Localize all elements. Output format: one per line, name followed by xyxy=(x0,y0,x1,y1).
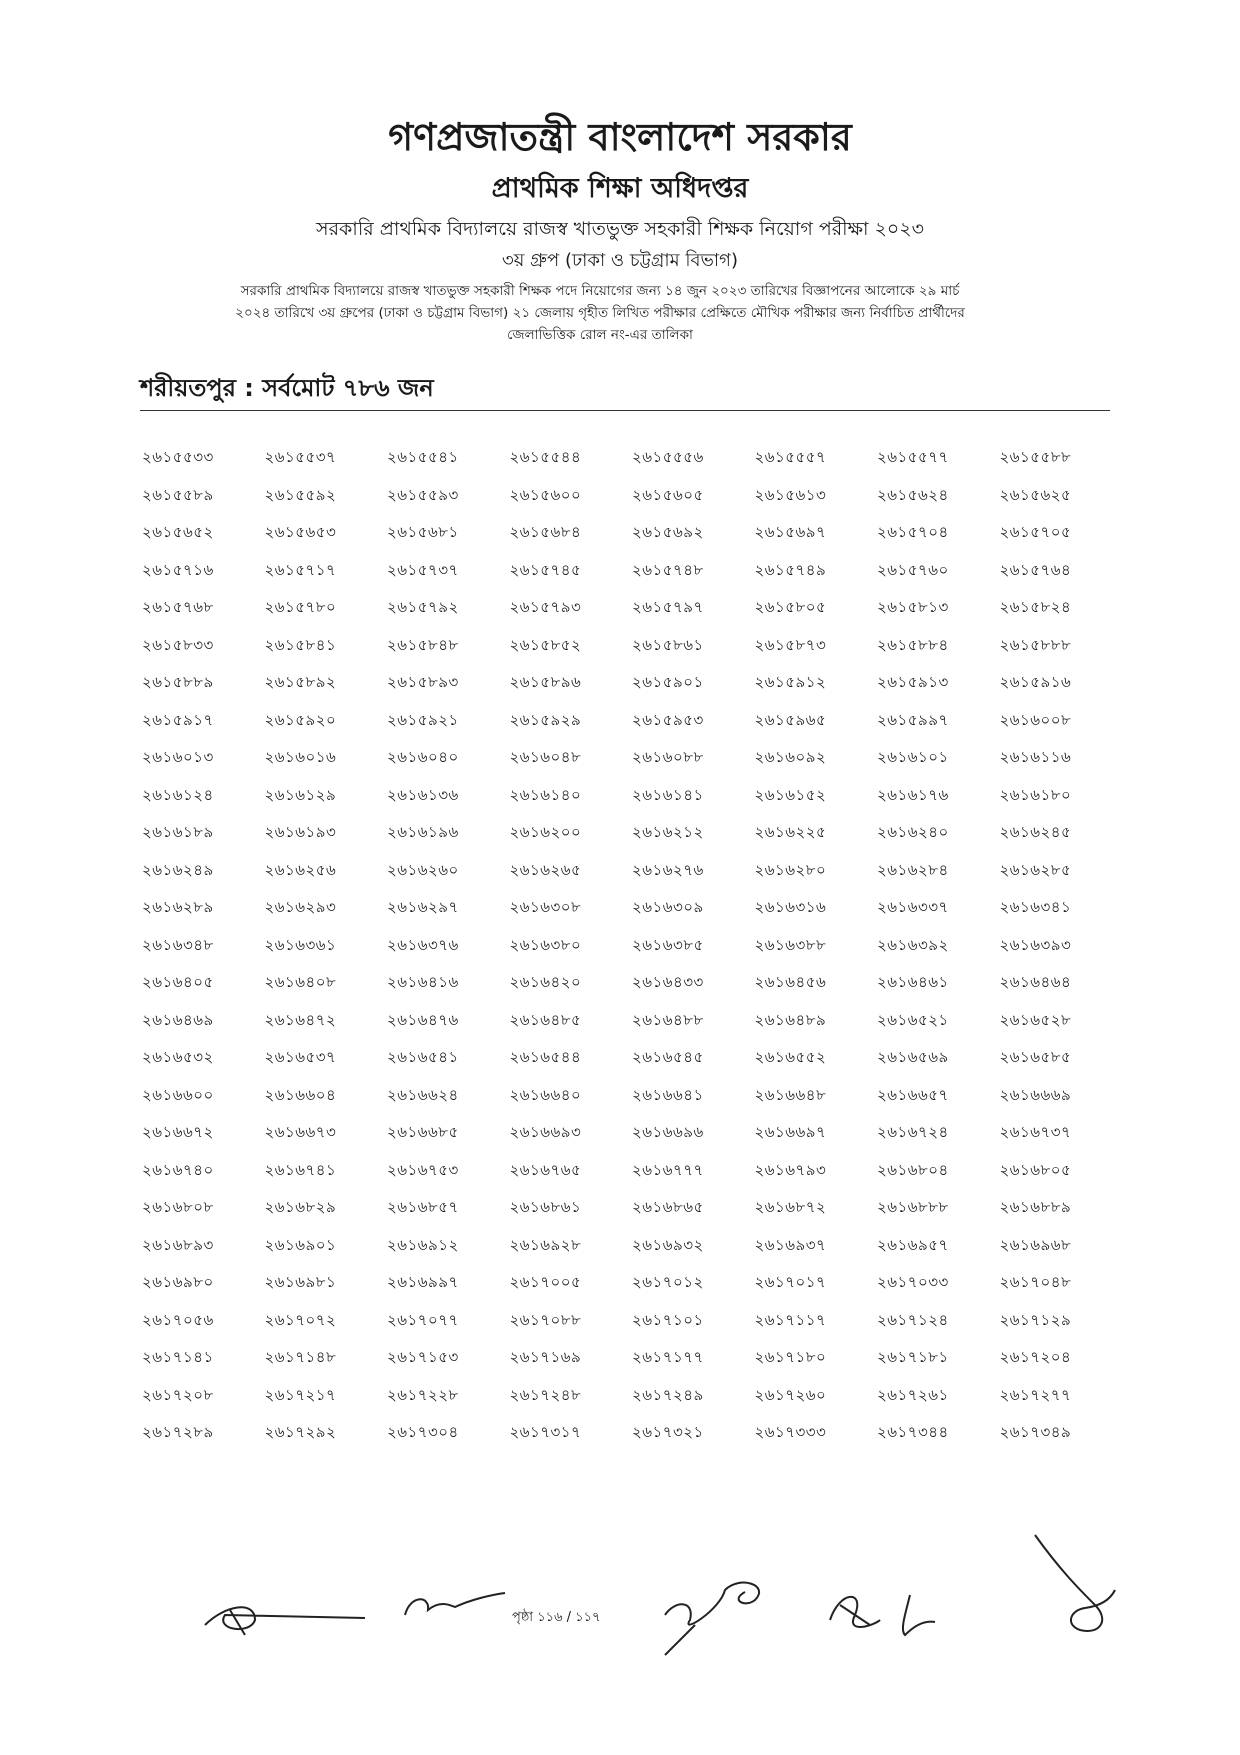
roll-number: ২৬১৬৮০৪ xyxy=(877,1160,949,1179)
table-row xyxy=(142,478,1122,516)
table-row xyxy=(142,703,1122,741)
roll-number: ২৬১৫৬১৩ xyxy=(754,485,827,504)
roll-number: ২৬১৫৮৩৩ xyxy=(142,635,214,654)
roll-number: ২৬১৬৭৩৭ xyxy=(999,1123,1072,1142)
roll-number: ২৬১৬৫৫২ xyxy=(754,1048,827,1067)
roll-number: ২৬১৭২০৮ xyxy=(142,1385,214,1404)
roll-number: ২৬১৬৪৮৮ xyxy=(632,1010,704,1029)
roll-number: ২৬১৬৬৬৯ xyxy=(999,1085,1072,1104)
roll-number: ২৬১৫৫৩৭ xyxy=(264,448,337,467)
roll-number: ২৬১৬৫৮৫ xyxy=(999,1048,1072,1067)
roll-number: ২৬১৬৩০৯ xyxy=(632,898,704,917)
roll-number: ২৬১৫৯০১ xyxy=(632,673,704,692)
roll-number: ২৬১৫৮৮৮ xyxy=(999,635,1072,654)
roll-number: ২৬১৬৫৩২ xyxy=(142,1048,214,1067)
roll-number: ২৬১৫৬২৫ xyxy=(999,485,1072,504)
roll-number: ২৬১৭০৫৬ xyxy=(142,1310,214,1329)
roll-number: ২৬১৬৫৬৯ xyxy=(877,1048,949,1067)
roll-number: ২৬১৬৪০৮ xyxy=(264,973,337,992)
roll-number: ২৬১৬০০৮ xyxy=(999,710,1072,729)
table-row xyxy=(142,553,1122,591)
table-row xyxy=(142,1003,1122,1041)
roll-number: ২৬১৬৪৭২ xyxy=(264,1010,337,1029)
notice-line: জেলাভিত্তিক রোল নং-এর তালিকা xyxy=(507,327,693,343)
roll-number: ২৬১৫৮৪৮ xyxy=(387,635,459,654)
table-row xyxy=(142,590,1122,628)
roll-number: ২৬১৭১২৪ xyxy=(877,1310,949,1329)
roll-number: ২৬১৬৪৮৯ xyxy=(754,1010,827,1029)
roll-number: ২৬১৭২১৭ xyxy=(264,1385,337,1404)
roll-number: ২৬১৬৮২৯ xyxy=(264,1198,337,1217)
table-row xyxy=(142,815,1122,853)
roll-number: ২৬১৬১৯৬ xyxy=(387,823,459,842)
roll-number: ২৬১৬৬৯৬ xyxy=(632,1123,704,1142)
notice-line: সরকারি প্রাথমিক বিদ্যালয়ে রাজস্ব খাতভুক্ত সহকারী শিক্ষক পদে নিয়োগের জন্য ১৪ জুন ২০২৩ তারিখের বিজ্ঞাপনের আলোকে ২৯ মার্চ xyxy=(240,283,960,299)
roll-number: ২৬১৭১৭৭ xyxy=(632,1348,704,1367)
roll-number: ২৬১৭১৮১ xyxy=(877,1348,949,1367)
roll-number: ২৬১৬৬৯৩ xyxy=(509,1123,582,1142)
roll-number: ২৬১৭৩৩৩ xyxy=(754,1423,827,1442)
roll-number: ২৬১৫৫৯৩ xyxy=(387,485,459,504)
signature-4 xyxy=(820,1580,940,1644)
roll-number: ২৬১৬৮৬১ xyxy=(509,1198,582,1217)
roll-number: ২৬১৬২৪৯ xyxy=(142,860,214,879)
table-row xyxy=(142,1078,1122,1116)
roll-number: ২৬১৫৯১৭ xyxy=(142,710,214,729)
roll-number: ২৬১৫৮৮৪ xyxy=(877,635,949,654)
roll-number: ২৬১৫৭৩৭ xyxy=(387,560,459,579)
table-row xyxy=(142,440,1122,478)
roll-number: ২৬১৬১৯৩ xyxy=(264,823,337,842)
signature-1 xyxy=(195,1590,375,1644)
roll-number: ২৬১৭২০৪ xyxy=(999,1348,1072,1367)
roll-number: ২৬১৫৮৪১ xyxy=(264,635,337,654)
roll-number: ২৬১৬৪১৬ xyxy=(387,973,459,992)
roll-number: ২৬১৬৩৩৭ xyxy=(877,898,949,917)
roll-number: ২৬১৭১৬৯ xyxy=(509,1348,582,1367)
roll-number: ২৬১৬৯৯৭ xyxy=(387,1273,459,1292)
roll-number: ২৬১৭২২৮ xyxy=(387,1385,459,1404)
roll-number: ২৬১৫৭০৪ xyxy=(877,523,949,542)
page-number: পৃষ্ঠা ১১৬ / ১১৭ xyxy=(512,1610,601,1625)
roll-number: ২৬১৬৬২৪ xyxy=(387,1085,459,1104)
roll-number: ২৬১৭৩৪৯ xyxy=(999,1423,1072,1442)
roll-number: ২৬১৫৭৬৮ xyxy=(142,598,214,617)
roll-number: ২৬১৬২৫৬ xyxy=(264,860,337,879)
roll-number: ২৬১৬৩৪৮ xyxy=(142,935,214,954)
roll-number: ২৬১৭২৬১ xyxy=(877,1385,949,1404)
roll-number: ২৬১৬৩৯৩ xyxy=(999,935,1072,954)
roll-number: ২৬১৬৬০০ xyxy=(142,1085,214,1104)
roll-number: ২৬১৬১৮৯ xyxy=(142,823,214,842)
roll-number: ২৬১৬৩৯২ xyxy=(877,935,949,954)
roll-number: ২৬১৬১৫২ xyxy=(754,785,827,804)
roll-number: ২৬১৬৬৪০ xyxy=(509,1085,582,1104)
roll-number: ২৬১৬৬৭২ xyxy=(142,1123,214,1142)
roll-number: ২৬১৬৯৬৮ xyxy=(999,1235,1072,1254)
roll-number: ২৬১৬৮৯৩ xyxy=(142,1235,214,1254)
roll-number: ২৬১৫৫৭৭ xyxy=(877,448,949,467)
roll-number: ২৬১৬২৬৫ xyxy=(509,860,582,879)
roll-number: ২৬১৬৯০১ xyxy=(264,1235,337,1254)
roll-number: ২৬১৫৯২১ xyxy=(387,710,459,729)
roll-number: ২৬১৬৪২০ xyxy=(509,973,582,992)
roll-number: ২৬১৭৩৪৪ xyxy=(877,1423,949,1442)
roll-number: ২৬১৬৬৭৩ xyxy=(264,1123,337,1142)
roll-number: ২৬১৫৭৮০ xyxy=(264,598,337,617)
roll-number: ২৬১৫৫৩৩ xyxy=(142,448,214,467)
table-row xyxy=(142,965,1122,1003)
roll-number: ২৬১৬৬৪১ xyxy=(632,1085,704,1104)
roll-number: ২৬১৭৩১৭ xyxy=(509,1423,582,1442)
table-row xyxy=(142,665,1122,703)
roll-number: ২৬১৬৬০৪ xyxy=(264,1085,337,1104)
roll-number: ২৬১৬৪৭৬ xyxy=(387,1010,459,1029)
roll-number: ২৬১৫৫৮৮ xyxy=(999,448,1072,467)
exam-title: সরকারি প্রাথমিক বিদ্যালয়ে রাজস্ব খাতভুক্ত সহকারী শিক্ষক নিয়োগ পরীক্ষা ২০২৩ xyxy=(316,218,924,240)
roll-number: ২৬১৬০৮৮ xyxy=(632,748,704,767)
roll-number: ২৬১৬২৮৯ xyxy=(142,898,214,917)
table-row xyxy=(142,628,1122,666)
roll-number: ২৬১৬২৪০ xyxy=(877,823,949,842)
roll-number: ২৬১৬৭৪০ xyxy=(142,1160,214,1179)
roll-number: ২৬১৫৫৪৪ xyxy=(509,448,582,467)
table-row xyxy=(142,1265,1122,1303)
roll-number: ২৬১৭১০১ xyxy=(632,1310,704,1329)
roll-number: ২৬১৫৭১৭ xyxy=(264,560,337,579)
roll-number: ২৬১৬৪৫৬ xyxy=(754,973,827,992)
roll-number: ২৬১৫৮৬১ xyxy=(632,635,704,654)
roll-number: ২৬১৬৫৪৫ xyxy=(632,1048,704,1067)
roll-number: ২৬১৫৯২৯ xyxy=(509,710,582,729)
roll-number: ২৬১৬৬৮৫ xyxy=(387,1123,459,1142)
roll-number: ২৬১৫৭৯৭ xyxy=(632,598,704,617)
roll-number: ২৬১৫৫৯২ xyxy=(264,485,337,504)
roll-number: ২৬১৬০৯২ xyxy=(754,748,827,767)
table-row xyxy=(142,928,1122,966)
roll-number: ২৬১৬৩৬১ xyxy=(264,935,337,954)
roll-number: ২৬১৫৮২৪ xyxy=(999,598,1072,617)
signature-3 xyxy=(650,1570,790,1664)
roll-number: ২৬১৫৮৭৩ xyxy=(754,635,827,654)
district-heading: শরীয়তপুর : সর্বমোট ৭৮৬ জন xyxy=(140,374,434,402)
roll-number: ২৬১৬২৪৫ xyxy=(999,823,1072,842)
roll-number: ২৬১৬১৩৬ xyxy=(387,785,459,804)
roll-number: ২৬১৬২৮০ xyxy=(754,860,827,879)
roll-number: ২৬১৭২৬০ xyxy=(754,1385,827,1404)
roll-number: ২৬১৬০১৩ xyxy=(142,748,214,767)
roll-number: ২৬১৬১৭৬ xyxy=(877,785,949,804)
roll-number: ২৬১৫৬৮৪ xyxy=(509,523,582,542)
roll-number: ২৬১৫৬৮১ xyxy=(387,523,459,542)
table-row xyxy=(142,515,1122,553)
roll-number: ২৬১৬৪৮৫ xyxy=(509,1010,582,1029)
table-row xyxy=(142,740,1122,778)
roll-number: ২৬১৭৩০৪ xyxy=(387,1423,459,1442)
roll-number: ২৬১৭২৪৮ xyxy=(509,1385,582,1404)
roll-number: ২৬১৬৯২৮ xyxy=(509,1235,582,1254)
roll-number: ২৬১৬৯৫৭ xyxy=(877,1235,949,1254)
roll-number: ২৬১৬৫২৮ xyxy=(999,1010,1072,1029)
roll-number: ২৬১৫৮৮৯ xyxy=(142,673,214,692)
roll-number: ২৬১৬৯৩২ xyxy=(632,1235,704,1254)
roll-number: ২৬১৫৭৬৪ xyxy=(999,560,1072,579)
roll-number: ২৬১৬০১৬ xyxy=(264,748,337,767)
government-title: গণপ্রজাতন্ত্রী বাংলাদেশ সরকার xyxy=(388,115,852,159)
table-row xyxy=(142,890,1122,928)
roll-number: ২৬১৫৫৫৬ xyxy=(632,448,704,467)
roll-number: ২৬১৬৯৩৭ xyxy=(754,1235,827,1254)
roll-number: ২৬১৬৭৭৭ xyxy=(632,1160,704,1179)
table-row xyxy=(142,853,1122,891)
roll-number: ২৬১৬১৪১ xyxy=(632,785,704,804)
roll-number: ২৬১৭১৪১ xyxy=(142,1348,214,1367)
roll-number: ২৬১৬৫৩৭ xyxy=(264,1048,337,1067)
roll-number: ২৬১৫৭৬০ xyxy=(877,560,949,579)
roll-number: ২৬১৭০৭৭ xyxy=(387,1310,459,1329)
roll-number: ২৬১৫৬২৪ xyxy=(877,485,949,504)
roll-number: ২৬১৬০৪৮ xyxy=(509,748,582,767)
roll-number: ২৬১৫৯৫৩ xyxy=(632,710,704,729)
roll-number: ২৬১৬২১২ xyxy=(632,823,704,842)
roll-number: ২৬১৫৫৪১ xyxy=(387,448,459,467)
roll-number: ২৬১৫৮৯৬ xyxy=(509,673,582,692)
roll-number: ২৬১৫৯২০ xyxy=(264,710,337,729)
roll-number: ২৬১৬৮৮৯ xyxy=(999,1198,1072,1217)
roll-number: ২৬১৬৪৬১ xyxy=(877,973,949,992)
divider xyxy=(140,410,1110,411)
roll-number: ২৬১৭২৭৭ xyxy=(999,1385,1072,1404)
table-row xyxy=(142,1153,1122,1191)
roll-number: ২৬১৬২৮৫ xyxy=(999,860,1072,879)
roll-number: ২৬১৫৬৫৩ xyxy=(264,523,337,542)
roll-number: ২৬১৬৫৪১ xyxy=(387,1048,459,1067)
roll-number: ২৬১৬৩৮৮ xyxy=(754,935,827,954)
table-row xyxy=(142,1303,1122,1341)
roll-number: ২৬১৫৮০৫ xyxy=(754,598,827,617)
roll-number: ২৬১৭০৪৮ xyxy=(999,1273,1072,1292)
roll-number: ২৬১৫৯১৩ xyxy=(877,673,949,692)
table-row xyxy=(142,1415,1122,1453)
roll-number: ২৬১৫৭৪৮ xyxy=(632,560,704,579)
roll-number: ২৬১৫৬৯৭ xyxy=(754,523,827,542)
roll-number: ২৬১৬৩৮০ xyxy=(509,935,582,954)
table-row xyxy=(142,1190,1122,1228)
roll-number: ২৬১৭১১৭ xyxy=(754,1310,827,1329)
roll-number: ২৬১৬৮৮৮ xyxy=(877,1198,949,1217)
roll-number: ২৬১৬১২৯ xyxy=(264,785,337,804)
roll-number: ২৬১৬১০১ xyxy=(877,748,949,767)
roll-number: ২৬১৬৭৯৩ xyxy=(754,1160,827,1179)
roll-number: ২৬১৫৯১২ xyxy=(754,673,827,692)
roll-number: ২৬১৭২৮৯ xyxy=(142,1423,214,1442)
roll-number: ২৬১৫৭৯২ xyxy=(387,598,459,617)
roll-number: ২৬১৫৮৯২ xyxy=(264,673,337,692)
table-row xyxy=(142,1228,1122,1266)
roll-number: ২৬১৬১২৪ xyxy=(142,785,214,804)
roll-number: ২৬১৬৪৬৯ xyxy=(142,1010,214,1029)
roll-number: ২৬১৫৫৫৭ xyxy=(754,448,827,467)
roll-number: ২৬১৭০৩৩ xyxy=(877,1273,949,1292)
roll-number: ২৬১৬৩০৮ xyxy=(509,898,582,917)
roll-number: ২৬১৬৭২৪ xyxy=(877,1123,949,1142)
roll-number: ২৬১৬৫২১ xyxy=(877,1010,949,1029)
signature-2 xyxy=(400,1585,510,1629)
roll-number: ২৬১৬৬৯৭ xyxy=(754,1123,827,1142)
roll-number: ২৬১৬৯৮০ xyxy=(142,1273,214,1292)
roll-number: ২৬১৬৪৬৪ xyxy=(999,973,1072,992)
roll-number: ২৬১৭০৭২ xyxy=(264,1310,337,1329)
roll-number: ২৬১৬১৪০ xyxy=(509,785,582,804)
notice-line: ২০২৪ তারিখে ৩য় গ্রুপের (ঢাকা ও চট্টগ্রাম বিভাগ) ২১ জেলায় গৃহীত লিখিত পরীক্ষার প্রেক্ষিতে মৌখিক পরীক্ষার জন্য নির্বাচিত প্রার্থীদের xyxy=(235,305,965,321)
roll-number: ২৬১৫৭৪৫ xyxy=(509,560,582,579)
roll-number: ২৬১৭১৪৮ xyxy=(264,1348,337,1367)
roll-number: ২৬১৫৬০০ xyxy=(509,485,582,504)
roll-number: ২৬১৬৮৫৭ xyxy=(387,1198,459,1217)
roll-number: ২৬১৬৩১৬ xyxy=(754,898,827,917)
roll-number: ২৬১৫৭০৫ xyxy=(999,523,1072,542)
roll-number: ২৬১৭০১২ xyxy=(632,1273,704,1292)
roll-number: ২৬১৬২৯৭ xyxy=(387,898,459,917)
roll-number: ২৬১৭০১৭ xyxy=(754,1273,827,1292)
roll-number: ২৬১৬৮০৮ xyxy=(142,1198,214,1217)
roll-number: ২৬১৬৯৮১ xyxy=(264,1273,337,1292)
roll-number: ২৬১৫৭১৬ xyxy=(142,560,214,579)
roll-number: ২৬১৫৭৯৩ xyxy=(509,598,582,617)
roll-number: ২৬১৭০০৫ xyxy=(509,1273,582,1292)
roll-number: ২৬১৭৩২১ xyxy=(632,1423,704,1442)
roll-number: ২৬১৬৬৫৭ xyxy=(877,1085,949,1104)
roll-number: ২৬১৭০৮৮ xyxy=(509,1310,582,1329)
roll-number: ২৬১৭১৫৩ xyxy=(387,1348,459,1367)
roll-number: ২৬১৭১২৯ xyxy=(999,1310,1072,1329)
roll-number: ২৬১৬২৬০ xyxy=(387,860,459,879)
roll-number: ২৬১৬৮৭২ xyxy=(754,1198,827,1217)
table-row xyxy=(142,778,1122,816)
roll-number: ২৬১৬২০০ xyxy=(509,823,582,842)
roll-number: ২৬১৬৭৫৩ xyxy=(387,1160,459,1179)
roll-number: ২৬১৫৬৯২ xyxy=(632,523,704,542)
roll-number: ২৬১৬৩৭৬ xyxy=(387,935,459,954)
directorate-title: প্রাথমিক শিক্ষা অধিদপ্তর xyxy=(491,173,749,204)
roll-number: ২৬১৫৬৫২ xyxy=(142,523,214,542)
roll-number: ২৬১৬৩৪১ xyxy=(999,898,1072,917)
roll-number: ২৬১৭২৯২ xyxy=(264,1423,337,1442)
roll-number: ২৬১৫৬০৫ xyxy=(632,485,704,504)
roll-number: ২৬১৬৯১২ xyxy=(387,1235,459,1254)
roll-number: ২৬১৬২৭৬ xyxy=(632,860,704,879)
roll-number: ২৬১৬২২৫ xyxy=(754,823,827,842)
roll-number: ২৬১৬১৮০ xyxy=(999,785,1072,804)
roll-number: ২৬১৫৯৯৭ xyxy=(877,710,949,729)
roll-number: ২৬১৬৭৪১ xyxy=(264,1160,337,1179)
roll-number: ২৬১৬৮৬৫ xyxy=(632,1198,704,1217)
roll-number: ২৬১৫৮৫২ xyxy=(509,635,582,654)
roll-number: ২৬১৬২৮৪ xyxy=(877,860,949,879)
roll-number-table xyxy=(142,440,1122,1453)
roll-number: ২৬১৬১১৬ xyxy=(999,748,1072,767)
roll-number: ২৬১৫৯১৬ xyxy=(999,673,1072,692)
table-row xyxy=(142,1040,1122,1078)
group-title: ৩য় গ্রুপ (ঢাকা ও চট্টগ্রাম বিভাগ) xyxy=(502,250,738,271)
table-row xyxy=(142,1115,1122,1153)
roll-number: ২৬১৬৪৩৩ xyxy=(632,973,704,992)
roll-number: ২৬১৫৫৮৯ xyxy=(142,485,214,504)
signature-5 xyxy=(1030,1530,1120,1644)
table-row xyxy=(142,1378,1122,1416)
roll-number: ২৬১৫৯৬৫ xyxy=(754,710,827,729)
roll-number: ২৬১৬৪০৫ xyxy=(142,973,214,992)
roll-number: ২৬১৬৬৪৮ xyxy=(754,1085,827,1104)
roll-number: ২৬১৫৮১৩ xyxy=(877,598,949,617)
roll-number: ২৬১৬২৯৩ xyxy=(264,898,337,917)
roll-number: ২৬১৭১৮০ xyxy=(754,1348,827,1367)
roll-number: ২৬১৬০৪০ xyxy=(387,748,459,767)
roll-number: ২৬১৬৩৮৫ xyxy=(632,935,704,954)
roll-number: ২৬১৭২৪৯ xyxy=(632,1385,704,1404)
roll-number: ২৬১৬৭৬৫ xyxy=(509,1160,582,1179)
roll-number: ২৬১৬৫৪৪ xyxy=(509,1048,582,1067)
table-row xyxy=(142,1340,1122,1378)
roll-number: ২৬১৫৮৯৩ xyxy=(387,673,459,692)
notice-text xyxy=(150,280,1050,346)
roll-number: ২৬১৫৭৪৯ xyxy=(754,560,827,579)
roll-number: ২৬১৬৮০৫ xyxy=(999,1160,1072,1179)
